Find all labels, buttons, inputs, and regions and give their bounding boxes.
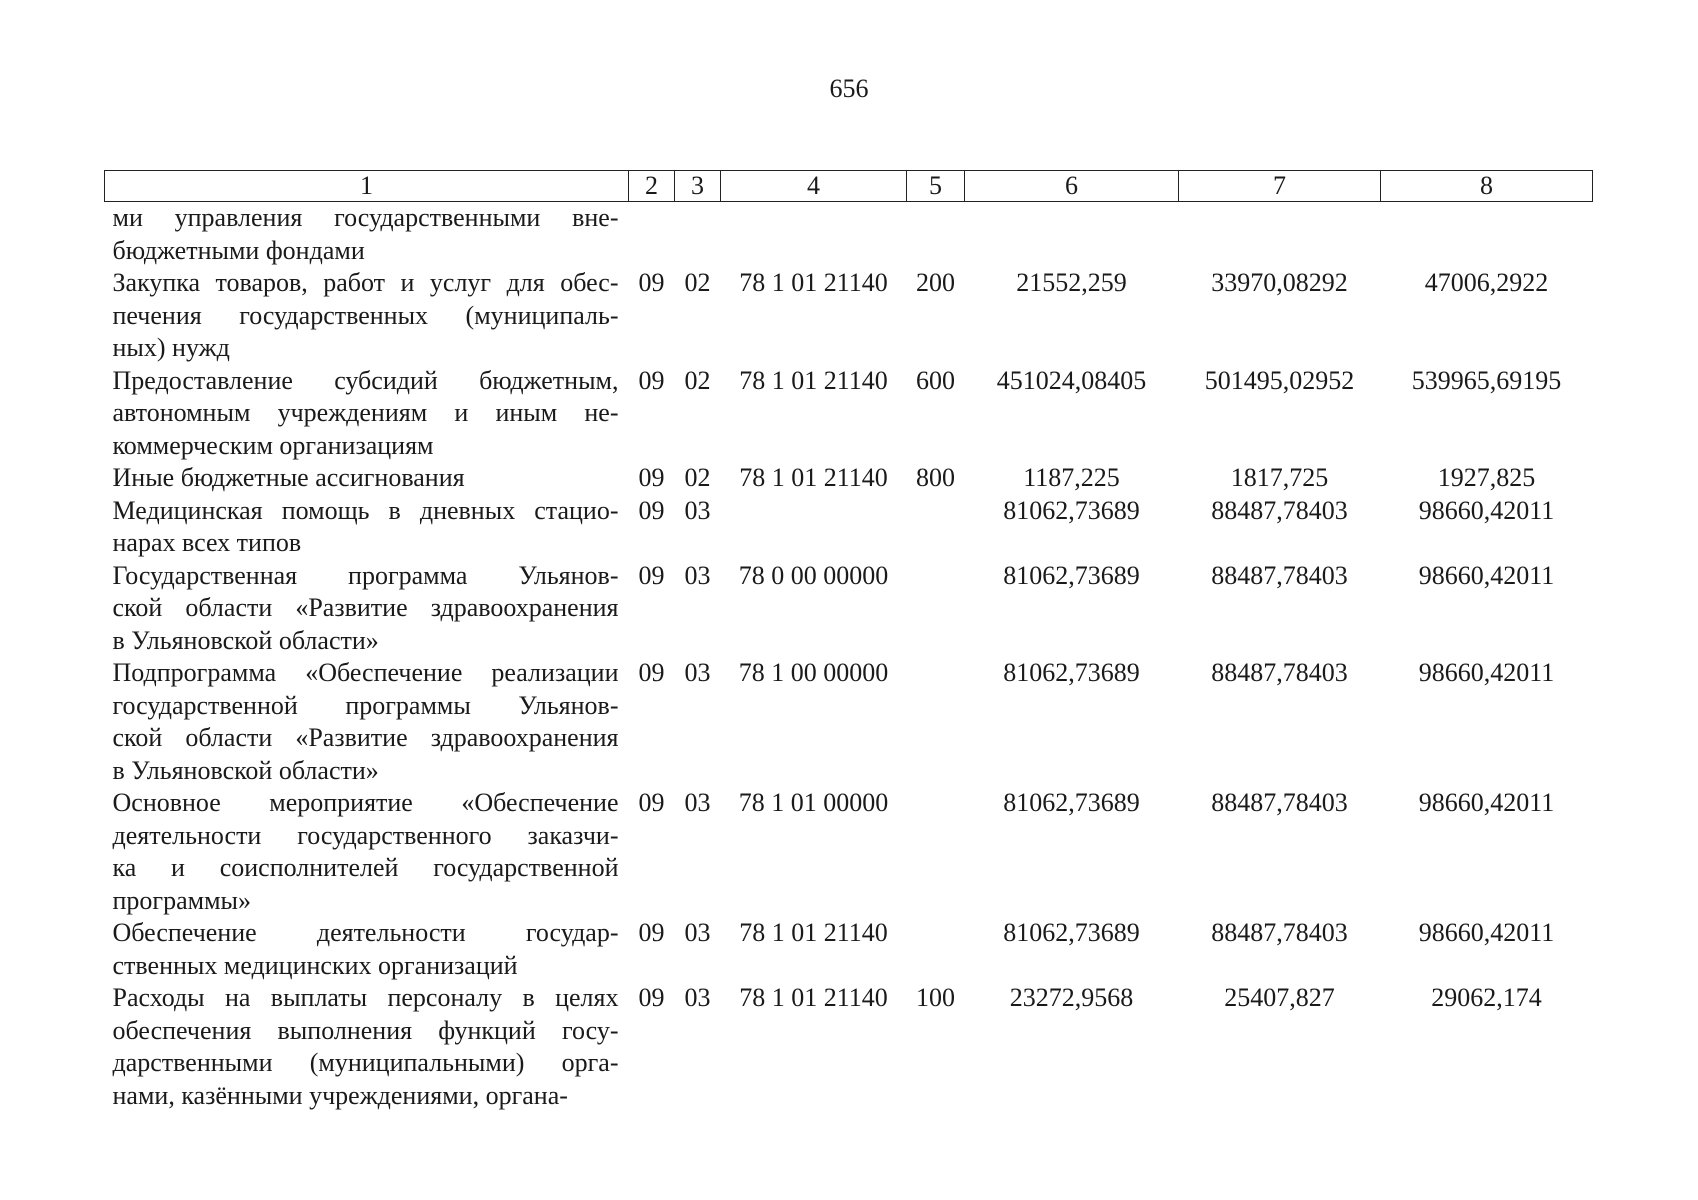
expense-type-code bbox=[907, 495, 965, 560]
row-name-line: государственной программы Ульянов- bbox=[112, 690, 619, 720]
amount-col-7: 501495,02952 bbox=[1204, 365, 1355, 395]
expense-type-code: 800 bbox=[916, 463, 955, 492]
column-header-5: 5 bbox=[907, 171, 965, 202]
amount-col-8: 98660,42011 bbox=[1418, 918, 1555, 947]
row-name-line: бюджетными фондами bbox=[112, 235, 365, 265]
amount-col-8: 98660,42011 bbox=[1418, 658, 1555, 687]
row-name-line: коммерческим организациям bbox=[112, 430, 434, 460]
table-row bbox=[105, 365, 1593, 463]
amount-col-7: 1817,725 bbox=[1230, 463, 1329, 492]
amount-col-7: 88487,78403 bbox=[1211, 918, 1348, 947]
row-name-line: обеспечения выполнения функций госу- bbox=[112, 1015, 619, 1045]
amount-col-7: 88487,78403 bbox=[1211, 560, 1348, 590]
target-article-code: 78 1 01 21140 bbox=[739, 983, 888, 1012]
row-name-line: Иные бюджетные ассигнования bbox=[112, 463, 465, 492]
header-row bbox=[105, 171, 1593, 202]
amount-col-8: 47006,2922 bbox=[1424, 268, 1549, 297]
row-name bbox=[105, 982, 629, 1112]
target-article-code: 78 1 01 21140 bbox=[739, 918, 888, 947]
section-code: 09 bbox=[638, 983, 665, 1012]
target-article-code bbox=[721, 202, 907, 268]
expense-type-code bbox=[907, 657, 965, 787]
row-name-line: нами, казёнными учреждениями, органа- bbox=[112, 1080, 568, 1110]
row-name-line: ка и соисполнителей государственной bbox=[112, 853, 619, 882]
amount-col-7 bbox=[1179, 202, 1381, 268]
target-article-code: 78 1 01 21140 bbox=[739, 365, 888, 395]
row-name-line: ственных медицинских организаций bbox=[112, 950, 518, 980]
row-name-line: Основное мероприятие «Обеспечение bbox=[112, 788, 619, 817]
expense-type-code bbox=[907, 917, 965, 982]
table-row bbox=[105, 982, 1593, 1112]
amount-col-6: 23272,9568 bbox=[1009, 983, 1134, 1012]
row-name bbox=[105, 560, 629, 658]
target-article-code: 78 0 00 00000 bbox=[738, 560, 889, 590]
row-name-line: в Ульяновской области» bbox=[112, 625, 379, 655]
expense-type-code: 200 bbox=[916, 268, 955, 297]
row-name bbox=[105, 267, 629, 365]
amount-col-6: 1187,225 bbox=[1023, 463, 1120, 492]
row-name-line: программы» bbox=[112, 885, 251, 915]
amount-col-6: 81062,73689 bbox=[1003, 560, 1140, 590]
budget-table bbox=[104, 170, 1593, 1112]
amount-col-6: 451024,08405 bbox=[996, 365, 1147, 395]
subsection-code: 02 bbox=[684, 365, 711, 395]
amount-col-7: 88487,78403 bbox=[1211, 495, 1348, 525]
subsection-code: 03 bbox=[684, 918, 711, 947]
row-name-line: Обеспечение деятельности государ- bbox=[112, 918, 619, 947]
expense-type-code bbox=[907, 202, 965, 268]
amount-col-8: 539965,69195 bbox=[1411, 365, 1562, 395]
row-name-line: ской области «Развитие здравоохранения bbox=[112, 723, 619, 752]
amount-col-8: 29062,174 bbox=[1431, 983, 1542, 1012]
section-code: 09 bbox=[638, 788, 665, 817]
column-header-8: 8 bbox=[1381, 171, 1593, 202]
table-row bbox=[105, 560, 1593, 658]
row-name-line: Закупка товаров, работ и услуг для обес- bbox=[112, 268, 619, 297]
table-row bbox=[105, 495, 1593, 560]
column-header-4: 4 bbox=[721, 171, 907, 202]
row-name-line: Предоставление субсидий бюджетным, bbox=[112, 365, 619, 395]
row-name-line: Государственная программа Ульянов- bbox=[112, 560, 619, 590]
row-name bbox=[105, 787, 629, 917]
table-header bbox=[105, 171, 1593, 202]
amount-col-6: 81062,73689 bbox=[1003, 918, 1140, 947]
amount-col-7: 33970,08292 bbox=[1211, 268, 1348, 297]
column-header-2: 2 bbox=[629, 171, 675, 202]
amount-col-8: 1927,825 bbox=[1437, 463, 1536, 492]
row-name bbox=[105, 202, 629, 268]
table-row bbox=[105, 787, 1593, 917]
target-article-code bbox=[721, 495, 907, 560]
row-name-line: нарах всех типов bbox=[112, 528, 302, 557]
table-row bbox=[105, 462, 1593, 495]
amount-col-8 bbox=[1381, 202, 1593, 268]
row-name-line: ской области «Развитие здравоохранения bbox=[112, 593, 619, 622]
section-code bbox=[629, 202, 675, 268]
subsection-code: 03 bbox=[684, 788, 711, 817]
amount-col-8: 98660,42011 bbox=[1418, 560, 1555, 590]
amount-col-6: 21552,259 bbox=[1016, 268, 1127, 297]
subsection-code: 03 bbox=[684, 658, 711, 687]
column-header-7: 7 bbox=[1179, 171, 1381, 202]
row-name-line: деятельности государственного заказчи- bbox=[112, 820, 619, 850]
row-name bbox=[105, 462, 629, 495]
subsection-code: 02 bbox=[684, 268, 711, 297]
row-name-line: ных) нужд bbox=[112, 333, 230, 362]
section-code: 09 bbox=[638, 463, 665, 492]
amount-col-8: 98660,42011 bbox=[1418, 495, 1555, 525]
subsection-code: 03 bbox=[684, 560, 711, 590]
row-name bbox=[105, 657, 629, 787]
row-name-line: в Ульяновской области» bbox=[112, 755, 379, 785]
table-row bbox=[105, 202, 1593, 268]
column-header-6: 6 bbox=[965, 171, 1179, 202]
row-name bbox=[105, 917, 629, 982]
expense-type-code bbox=[907, 560, 965, 658]
expense-type-code: 100 bbox=[916, 983, 955, 1012]
column-header-3: 3 bbox=[675, 171, 721, 202]
row-name bbox=[105, 495, 629, 560]
row-name-line: ми управления государственными вне- bbox=[112, 203, 619, 232]
row-name-line: дарственными (муниципальными) орга- bbox=[112, 1048, 619, 1077]
section-code: 09 bbox=[638, 365, 665, 395]
page-number: 656 bbox=[829, 74, 869, 103]
table-row bbox=[105, 657, 1593, 787]
target-article-code: 78 1 01 21140 bbox=[739, 463, 888, 492]
column-header-1: 1 bbox=[105, 171, 629, 202]
amount-col-6: 81062,73689 bbox=[1003, 788, 1140, 817]
amount-col-7: 88487,78403 bbox=[1211, 788, 1348, 817]
row-name-line: печения государственных (муниципаль- bbox=[112, 300, 619, 330]
target-article-code: 78 1 01 21140 bbox=[739, 268, 888, 297]
subsection-code: 03 bbox=[684, 983, 711, 1012]
row-name-line: Расходы на выплаты персоналу в целях bbox=[112, 983, 619, 1012]
amount-col-7: 88487,78403 bbox=[1211, 658, 1348, 687]
amount-col-6: 81062,73689 bbox=[1003, 495, 1140, 525]
expense-type-code: 600 bbox=[916, 365, 955, 395]
target-article-code: 78 1 01 00000 bbox=[738, 788, 889, 817]
table-row bbox=[105, 917, 1593, 982]
row-name-line: Подпрограмма «Обеспечение реализации bbox=[112, 658, 619, 687]
row-name-line: Медицинская помощь в дневных стацио- bbox=[112, 495, 619, 525]
amount-col-7: 25407,827 bbox=[1224, 983, 1335, 1012]
section-code: 09 bbox=[638, 918, 665, 947]
section-code: 09 bbox=[638, 495, 665, 525]
subsection-code: 03 bbox=[684, 495, 711, 525]
row-name bbox=[105, 365, 629, 463]
amount-col-8: 98660,42011 bbox=[1418, 788, 1555, 817]
section-code: 09 bbox=[638, 268, 665, 297]
target-article-code: 78 1 00 00000 bbox=[738, 658, 889, 687]
amount-col-6 bbox=[965, 202, 1179, 268]
expense-type-code bbox=[907, 787, 965, 917]
amount-col-6: 81062,73689 bbox=[1003, 658, 1140, 687]
table-body bbox=[105, 202, 1593, 1113]
table-row bbox=[105, 267, 1593, 365]
subsection-code: 02 bbox=[684, 463, 711, 492]
subsection-code bbox=[675, 202, 721, 268]
section-code: 09 bbox=[638, 658, 665, 687]
section-code: 09 bbox=[638, 560, 665, 590]
row-name-line: автономным учреждениям и иным не- bbox=[112, 398, 619, 427]
